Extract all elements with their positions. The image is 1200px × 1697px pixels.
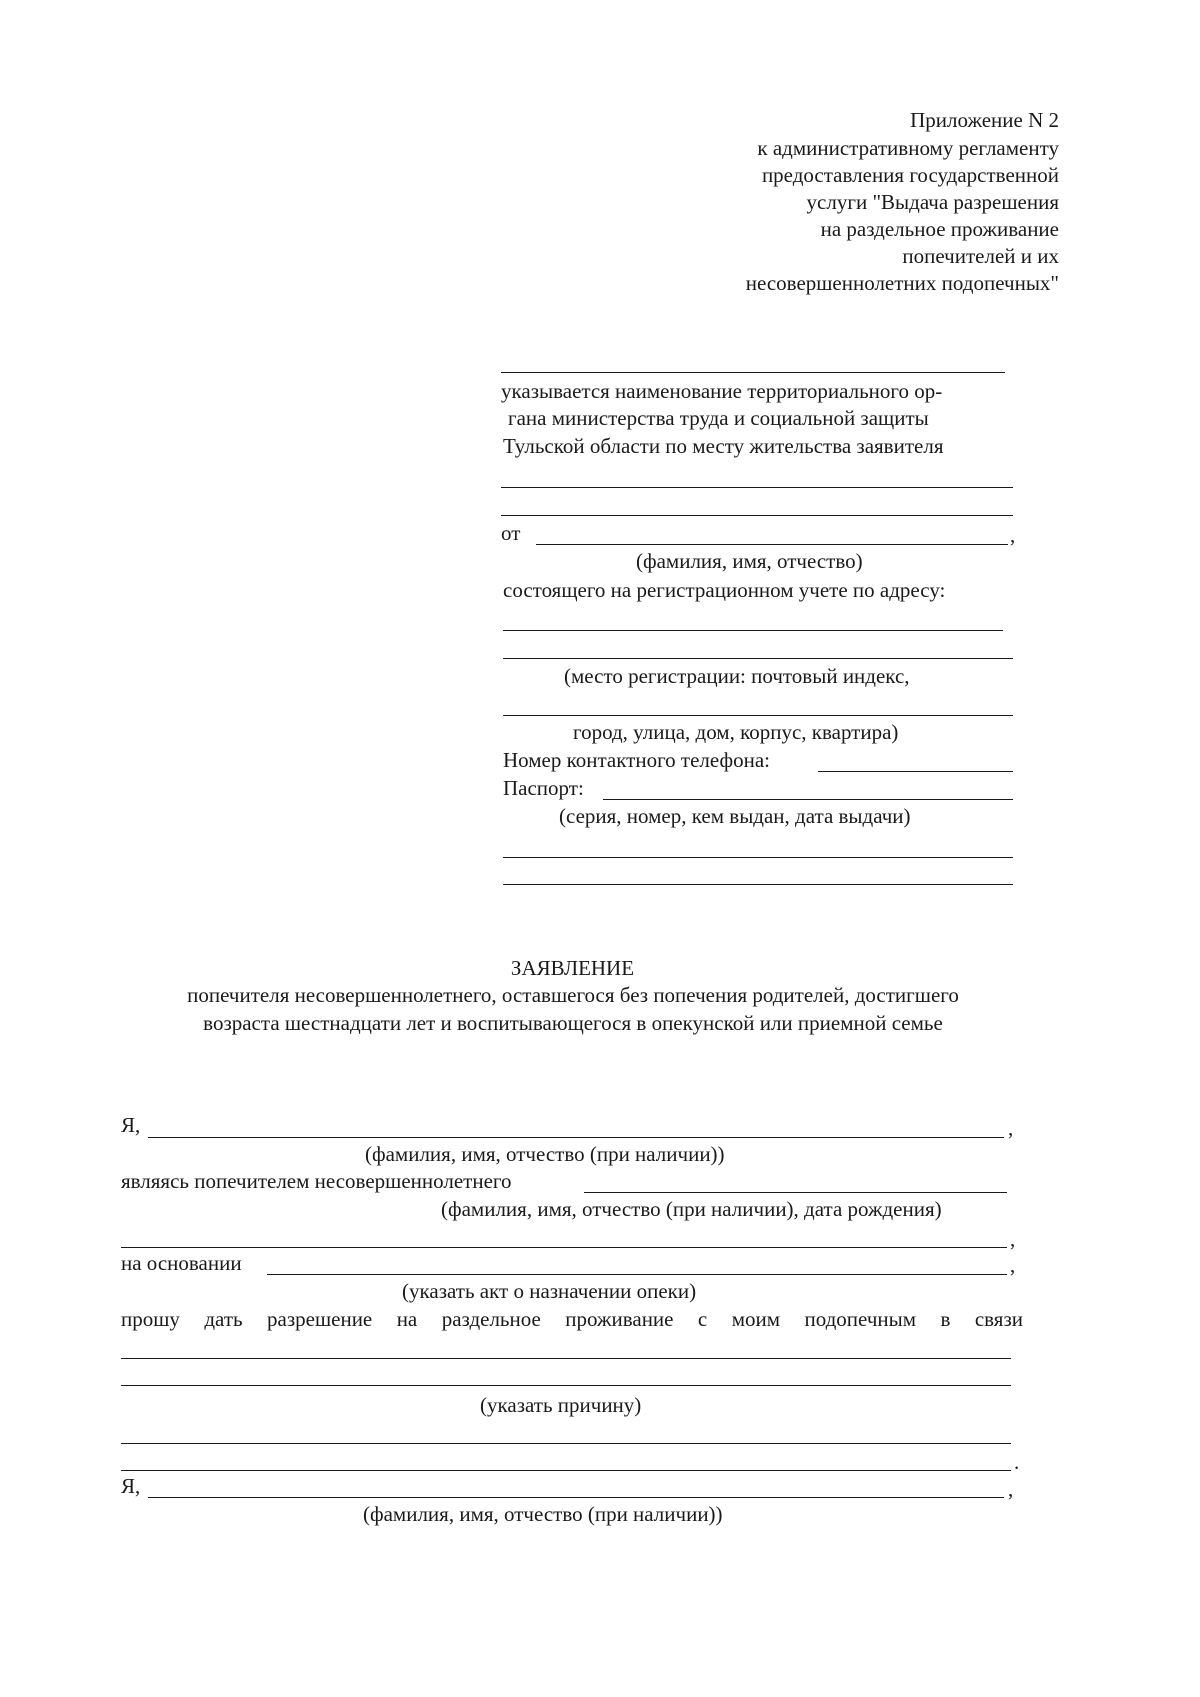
from-label: от [501,521,521,545]
organ-note-line-2: гана министерства труда и социальной защиты [508,406,929,430]
applicant-name-hint-2: (фамилия, имя, отчество (при наличии)) [363,1502,723,1526]
basis-comma: , [1010,1253,1016,1277]
ward-extra-comma: , [1010,1227,1016,1251]
request-text: прошу дать разрешение на раздельное проживание с моим подопечным в связи [121,1307,1023,1331]
ward-name-line[interactable] [584,1192,1007,1193]
applicant-name-line-2[interactable] [148,1497,1004,1498]
title-subtitle-1: попечителя несовершеннолетнего, оставшегося без попечения родителей, достигшего [187,983,959,1007]
passport-line[interactable] [603,799,1013,800]
organ-name-line[interactable] [501,372,1005,373]
address-line-3[interactable] [503,715,1013,716]
header-line-5: на раздельное проживание [820,217,1059,241]
organ-extra-line-1[interactable] [501,487,1013,488]
header-line-1: Приложение N 2 [910,108,1059,132]
applicant-name-line[interactable] [148,1137,1004,1138]
reason-line-3[interactable] [121,1443,1011,1444]
header-line-4: услуги "Выдача разрешения [806,190,1059,214]
ward-hint: (фамилия, имя, отчество (при наличии), дата рождения) [441,1197,942,1221]
applicant-name-comma-2: , [1008,1477,1014,1501]
registered-label: состоящего на регистрационном учете по адресу: [503,578,946,602]
guardian-label: являясь попечителем несовершеннолетнего [121,1169,512,1193]
reason-line-4[interactable] [121,1470,1011,1471]
address-line-2[interactable] [503,658,1013,659]
address-hint-2: город, улица, дом, корпус, квартира) [573,720,899,744]
reason-line-2[interactable] [121,1385,1011,1386]
phone-line[interactable] [818,771,1013,772]
reason-period: . [1014,1450,1020,1474]
document-title: ЗАЯВЛЕНИЕ [510,956,635,980]
reason-line-1[interactable] [121,1358,1011,1359]
from-comma: , [1010,523,1016,547]
address-line-1[interactable] [503,630,1003,631]
from-hint: (фамилия, имя, отчество) [636,549,863,573]
header-line-6: попечителей и их [902,244,1059,268]
title-subtitle-2: возраста шестнадцати лет и воспитывающегося в опекунской или приемной семье [203,1011,943,1035]
phone-label: Номер контактного телефона: [503,748,770,772]
header-line-7: несовершеннолетних подопечных" [745,271,1059,295]
applicant-name-comma: , [1008,1116,1014,1140]
address-hint-1: (место регистрации: почтовый индекс, [564,664,910,688]
passport-label: Паспорт: [503,776,584,800]
from-name-line[interactable] [536,544,1008,545]
passport-extra-line-2[interactable] [503,884,1013,885]
i-label-2: Я, [121,1474,141,1498]
header-line-3: предоставления государственной [761,163,1059,187]
header-line-2: к административному регламенту [757,136,1059,160]
reason-hint: (указать причину) [480,1393,642,1417]
organ-note-line-3: Тульской области по месту жительства заявителя [503,434,944,458]
basis-hint: (указать акт о назначении опеки) [402,1279,697,1303]
passport-hint: (серия, номер, кем выдан, дата выдачи) [559,804,911,828]
applicant-name-hint: (фамилия, имя, отчество (при наличии)) [365,1142,725,1166]
i-label: Я, [121,1113,141,1137]
basis-line[interactable] [267,1274,1007,1275]
organ-extra-line-2[interactable] [501,515,1013,516]
organ-note-line-1: указывается наименование территориального ор- [501,379,943,403]
ward-extra-line[interactable] [121,1247,1007,1248]
passport-extra-line-1[interactable] [503,857,1013,858]
basis-label: на основании [121,1251,242,1275]
